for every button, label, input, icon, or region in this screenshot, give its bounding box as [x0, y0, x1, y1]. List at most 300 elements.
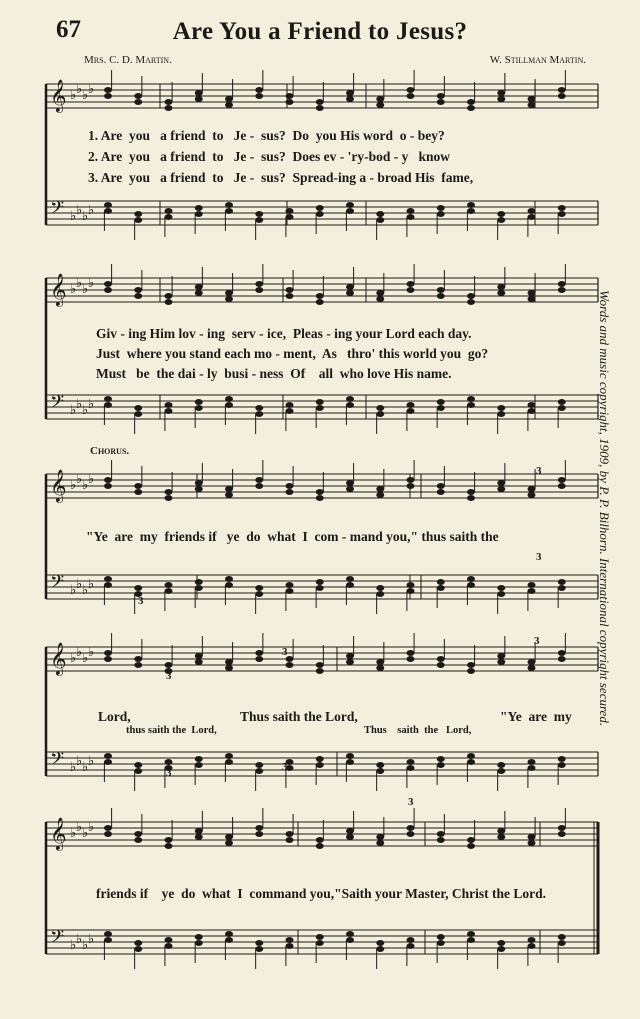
flat-icon: ♭: [76, 472, 83, 487]
note-head: [376, 405, 384, 411]
note-head: [225, 486, 233, 492]
note-head: [467, 489, 475, 495]
note-head: [346, 208, 354, 214]
note-head: [165, 214, 173, 220]
page-number: 67: [56, 16, 81, 43]
chorus-echo-1: thus saith the Lord,: [126, 725, 217, 736]
note-head: [134, 411, 142, 417]
note-head: [225, 296, 233, 302]
note-head: [437, 934, 445, 940]
chorus-lyric-2c: "Ye are my: [500, 709, 572, 724]
note-head: [467, 293, 475, 299]
note-head: [528, 582, 536, 588]
note-head: [346, 937, 354, 943]
flat-icon: ♭: [76, 203, 83, 218]
note-head: [195, 659, 203, 665]
flat-icon: ♭: [88, 820, 95, 835]
note-head: [497, 940, 505, 946]
note-head: [497, 90, 505, 96]
flat-icon: ♭: [88, 932, 95, 947]
note-head: [376, 290, 384, 296]
flat-icon: ♭: [88, 754, 95, 769]
note-head: [437, 940, 445, 946]
note-head: [134, 662, 142, 668]
note-head: [255, 483, 263, 489]
note-head: [134, 405, 142, 411]
note-head: [346, 753, 354, 759]
flat-icon: ♭: [82, 403, 89, 418]
note-head: [316, 405, 324, 411]
note-head: [195, 405, 203, 411]
note-head: [346, 659, 354, 665]
note-head: [558, 585, 566, 591]
bass-clef-icon: 𝄢: [50, 749, 65, 774]
note-head: [195, 480, 203, 486]
flat-icon: ♭: [70, 282, 77, 297]
note-head: [165, 105, 173, 111]
note-head: [346, 834, 354, 840]
note-head: [497, 659, 505, 665]
note-head: [134, 211, 142, 217]
note-head: [165, 408, 173, 414]
note-head: [407, 650, 415, 656]
note-head: [225, 396, 233, 402]
note-head: [376, 591, 384, 597]
note-head: [346, 486, 354, 492]
triplet-mark: 3: [282, 646, 288, 658]
note-head: [467, 105, 475, 111]
note-head: [195, 284, 203, 290]
note-head: [165, 293, 173, 299]
note-head: [528, 296, 536, 302]
note-head: [225, 840, 233, 846]
note-head: [376, 411, 384, 417]
note-head: [286, 99, 294, 105]
note-head: [497, 768, 505, 774]
flat-icon: ♭: [82, 583, 89, 598]
note-head: [467, 837, 475, 843]
note-head: [286, 943, 294, 949]
note-head: [376, 946, 384, 952]
note-head: [134, 656, 142, 662]
flat-icon: ♭: [70, 760, 77, 775]
note-head: [376, 659, 384, 665]
note-head: [407, 765, 415, 771]
triplet-mark: 3: [536, 465, 542, 477]
note-head: [346, 402, 354, 408]
note-head: [346, 290, 354, 296]
note-head: [467, 843, 475, 849]
note-head: [286, 831, 294, 837]
note-head: [467, 396, 475, 402]
chorus-label: Chorus.: [90, 445, 130, 457]
note-head: [134, 837, 142, 843]
verse-1-line-1: 1. Are you a friend to Je - sus? Do you His word o - bey?: [88, 128, 445, 143]
note-head: [316, 756, 324, 762]
note-head: [134, 946, 142, 952]
note-head: [407, 281, 415, 287]
note-head: [255, 411, 263, 417]
note-head: [346, 828, 354, 834]
triplet-mark: 3: [408, 796, 414, 808]
note-head: [316, 662, 324, 668]
flat-icon: ♭: [76, 820, 83, 835]
note-head: [195, 211, 203, 217]
note-head: [376, 840, 384, 846]
note-head: [225, 290, 233, 296]
note-head: [558, 211, 566, 217]
note-head: [165, 208, 173, 214]
note-head: [286, 483, 294, 489]
note-head: [195, 290, 203, 296]
note-head: [286, 93, 294, 99]
flat-icon: ♭: [70, 938, 77, 953]
treble-clef-icon: 𝄞: [50, 817, 67, 850]
note-head: [316, 668, 324, 674]
note-head: [104, 650, 112, 656]
note-head: [437, 489, 445, 495]
flat-icon: ♭: [70, 478, 77, 493]
chorus-lyric-2b: Thus saith the Lord,: [240, 709, 358, 724]
note-head: [316, 837, 324, 843]
note-head: [376, 834, 384, 840]
note-head: [497, 411, 505, 417]
note-head: [165, 99, 173, 105]
note-head: [286, 402, 294, 408]
note-head: [558, 940, 566, 946]
note-head: [286, 408, 294, 414]
triplet-mark: 3: [138, 595, 144, 607]
lyricist-credit: Mrs. C. D. Martin.: [84, 54, 172, 66]
flat-icon: ♭: [76, 645, 83, 660]
flat-icon: ♭: [88, 577, 95, 592]
flat-icon: ♭: [70, 88, 77, 103]
note-head: [558, 762, 566, 768]
note-head: [558, 579, 566, 585]
note-head: [467, 753, 475, 759]
note-head: [165, 937, 173, 943]
note-head: [316, 843, 324, 849]
note-head: [104, 93, 112, 99]
note-head: [558, 287, 566, 293]
flat-icon: ♭: [76, 577, 83, 592]
note-head: [437, 211, 445, 217]
note-head: [497, 284, 505, 290]
bass-clef-icon: 𝄢: [50, 927, 65, 952]
note-head: [497, 834, 505, 840]
note-head: [195, 828, 203, 834]
note-head: [225, 402, 233, 408]
note-head: [104, 576, 112, 582]
note-head: [437, 399, 445, 405]
note-head: [528, 492, 536, 498]
note-head: [165, 402, 173, 408]
note-head: [528, 486, 536, 492]
note-head: [528, 943, 536, 949]
note-head: [104, 753, 112, 759]
note-head: [376, 102, 384, 108]
note-head: [134, 489, 142, 495]
triplet-mark: 3: [166, 767, 172, 779]
note-head: [558, 405, 566, 411]
flat-icon: ♭: [82, 88, 89, 103]
note-head: [467, 576, 475, 582]
bass-clef-icon: 𝄢: [50, 392, 65, 417]
note-head: [376, 762, 384, 768]
flat-icon: ♭: [88, 203, 95, 218]
triplet-mark: 3: [536, 551, 542, 563]
note-head: [346, 653, 354, 659]
flat-icon: ♭: [76, 276, 83, 291]
triplet-mark: 3: [166, 670, 172, 682]
note-head: [104, 483, 112, 489]
note-head: [195, 834, 203, 840]
note-head: [165, 588, 173, 594]
note-head: [225, 931, 233, 937]
note-head: [316, 299, 324, 305]
chorus-echo-2: Thus saith the Lord,: [364, 725, 472, 736]
note-head: [346, 90, 354, 96]
note-head: [134, 293, 142, 299]
note-head: [104, 87, 112, 93]
chorus-lyric-2a: Lord,: [98, 709, 131, 724]
note-head: [255, 768, 263, 774]
note-head: [195, 762, 203, 768]
verse-3-line-2: Must be the dai - ly busi - ness Of all who love His name.: [96, 366, 452, 381]
flat-icon: ♭: [70, 651, 77, 666]
verse-2-line-1: 2. Are you a friend to Je - sus? Does ev - 'ry-bod - y know: [88, 149, 450, 164]
note-head: [346, 396, 354, 402]
chorus-lyric-1: "Ye are my friends if ye do what I com - mand you," thus saith the: [86, 529, 499, 544]
note-head: [255, 585, 263, 591]
flat-icon: ♭: [82, 478, 89, 493]
note-head: [134, 585, 142, 591]
note-head: [528, 402, 536, 408]
note-head: [407, 656, 415, 662]
note-head: [528, 759, 536, 765]
note-head: [316, 934, 324, 940]
note-head: [104, 825, 112, 831]
note-head: [165, 489, 173, 495]
note-head: [407, 831, 415, 837]
note-head: [528, 765, 536, 771]
note-head: [104, 582, 112, 588]
note-head: [558, 477, 566, 483]
note-head: [467, 402, 475, 408]
note-head: [437, 293, 445, 299]
note-head: [195, 585, 203, 591]
note-head: [346, 96, 354, 102]
note-head: [346, 582, 354, 588]
note-head: [497, 653, 505, 659]
note-head: [286, 837, 294, 843]
note-head: [558, 281, 566, 287]
note-head: [225, 834, 233, 840]
verse-3-line-1: 3. Are you a friend to Je - sus? Spread-ing a - broad His fame,: [88, 170, 474, 185]
note-head: [104, 396, 112, 402]
note-head: [165, 495, 173, 501]
note-head: [407, 477, 415, 483]
flat-icon: ♭: [88, 397, 95, 412]
note-head: [407, 937, 415, 943]
note-head: [165, 943, 173, 949]
chorus-lyric-3: friends if ye do what I command you,"Saith your Master, Christ the Lord.: [96, 886, 547, 901]
copyright-notice: Words and music copyright, 1909, by P. P. Bilhorn. International copyright secured.: [597, 290, 612, 727]
note-head: [104, 656, 112, 662]
note-head: [528, 208, 536, 214]
note-head: [528, 659, 536, 665]
note-head: [255, 825, 263, 831]
note-head: [528, 96, 536, 102]
note-head: [225, 937, 233, 943]
note-head: [255, 650, 263, 656]
note-head: [467, 99, 475, 105]
note-head: [437, 656, 445, 662]
note-head: [528, 840, 536, 846]
note-head: [497, 211, 505, 217]
note-head: [255, 656, 263, 662]
note-head: [195, 934, 203, 940]
note-head: [497, 946, 505, 952]
flat-icon: ♭: [88, 82, 95, 97]
note-head: [407, 408, 415, 414]
note-head: [225, 202, 233, 208]
flat-icon: ♭: [76, 82, 83, 97]
note-head: [467, 937, 475, 943]
flat-icon: ♭: [88, 645, 95, 660]
note-head: [437, 287, 445, 293]
note-head: [104, 287, 112, 293]
note-head: [165, 582, 173, 588]
flat-icon: ♭: [76, 754, 83, 769]
note-head: [165, 662, 173, 668]
flat-icon: ♭: [82, 651, 89, 666]
note-head: [558, 483, 566, 489]
note-head: [104, 477, 112, 483]
flat-icon: ♭: [82, 938, 89, 953]
note-head: [528, 102, 536, 108]
note-head: [376, 585, 384, 591]
note-head: [407, 93, 415, 99]
note-head: [528, 937, 536, 943]
note-head: [225, 208, 233, 214]
note-head: [225, 582, 233, 588]
composer-credit: W. Stillman Martin.: [489, 54, 586, 66]
note-head: [165, 843, 173, 849]
note-head: [316, 205, 324, 211]
note-head: [437, 762, 445, 768]
note-head: [316, 211, 324, 217]
note-head: [286, 214, 294, 220]
note-head: [195, 940, 203, 946]
note-head: [558, 650, 566, 656]
note-head: [346, 202, 354, 208]
note-head: [558, 756, 566, 762]
note-head: [255, 211, 263, 217]
note-head: [407, 825, 415, 831]
note-head: [558, 825, 566, 831]
note-head: [376, 96, 384, 102]
note-head: [497, 762, 505, 768]
note-head: [255, 281, 263, 287]
note-head: [437, 756, 445, 762]
treble-clef-icon: 𝄞: [50, 642, 67, 675]
bass-clef-icon: 𝄢: [50, 198, 65, 223]
note-head: [376, 768, 384, 774]
note-head: [286, 588, 294, 594]
note-head: [195, 756, 203, 762]
note-head: [407, 759, 415, 765]
note-head: [558, 399, 566, 405]
flat-icon: ♭: [82, 209, 89, 224]
hymn-title: Are You a Friend to Jesus?: [172, 18, 468, 45]
note-head: [255, 287, 263, 293]
flat-icon: ♭: [82, 760, 89, 775]
note-head: [497, 486, 505, 492]
note-head: [346, 931, 354, 937]
note-head: [134, 99, 142, 105]
note-head: [225, 665, 233, 671]
flat-icon: ♭: [70, 826, 77, 841]
note-head: [104, 202, 112, 208]
note-head: [286, 489, 294, 495]
note-head: [407, 214, 415, 220]
note-head: [316, 762, 324, 768]
note-head: [104, 931, 112, 937]
note-head: [316, 940, 324, 946]
note-head: [195, 579, 203, 585]
note-head: [225, 576, 233, 582]
note-head: [467, 299, 475, 305]
note-head: [255, 217, 263, 223]
note-head: [528, 834, 536, 840]
note-head: [195, 96, 203, 102]
treble-clef-icon: 𝄞: [50, 79, 67, 112]
note-head: [195, 486, 203, 492]
flat-icon: ♭: [70, 403, 77, 418]
note-head: [255, 591, 263, 597]
note-head: [467, 208, 475, 214]
note-head: [407, 87, 415, 93]
note-head: [346, 759, 354, 765]
note-head: [467, 495, 475, 501]
flat-icon: ♭: [88, 472, 95, 487]
note-head: [376, 492, 384, 498]
note-head: [407, 402, 415, 408]
note-head: [286, 293, 294, 299]
note-head: [528, 290, 536, 296]
note-head: [437, 831, 445, 837]
note-head: [134, 831, 142, 837]
note-head: [255, 831, 263, 837]
note-head: [467, 931, 475, 937]
note-head: [104, 208, 112, 214]
note-head: [165, 837, 173, 843]
note-head: [376, 665, 384, 671]
note-head: [467, 202, 475, 208]
note-head: [225, 759, 233, 765]
note-head: [104, 281, 112, 287]
note-head: [528, 588, 536, 594]
note-head: [255, 940, 263, 946]
note-head: [225, 492, 233, 498]
note-head: [286, 287, 294, 293]
note-head: [225, 753, 233, 759]
note-head: [316, 99, 324, 105]
note-head: [467, 662, 475, 668]
note-head: [225, 96, 233, 102]
treble-clef-icon: 𝄞: [50, 469, 67, 502]
